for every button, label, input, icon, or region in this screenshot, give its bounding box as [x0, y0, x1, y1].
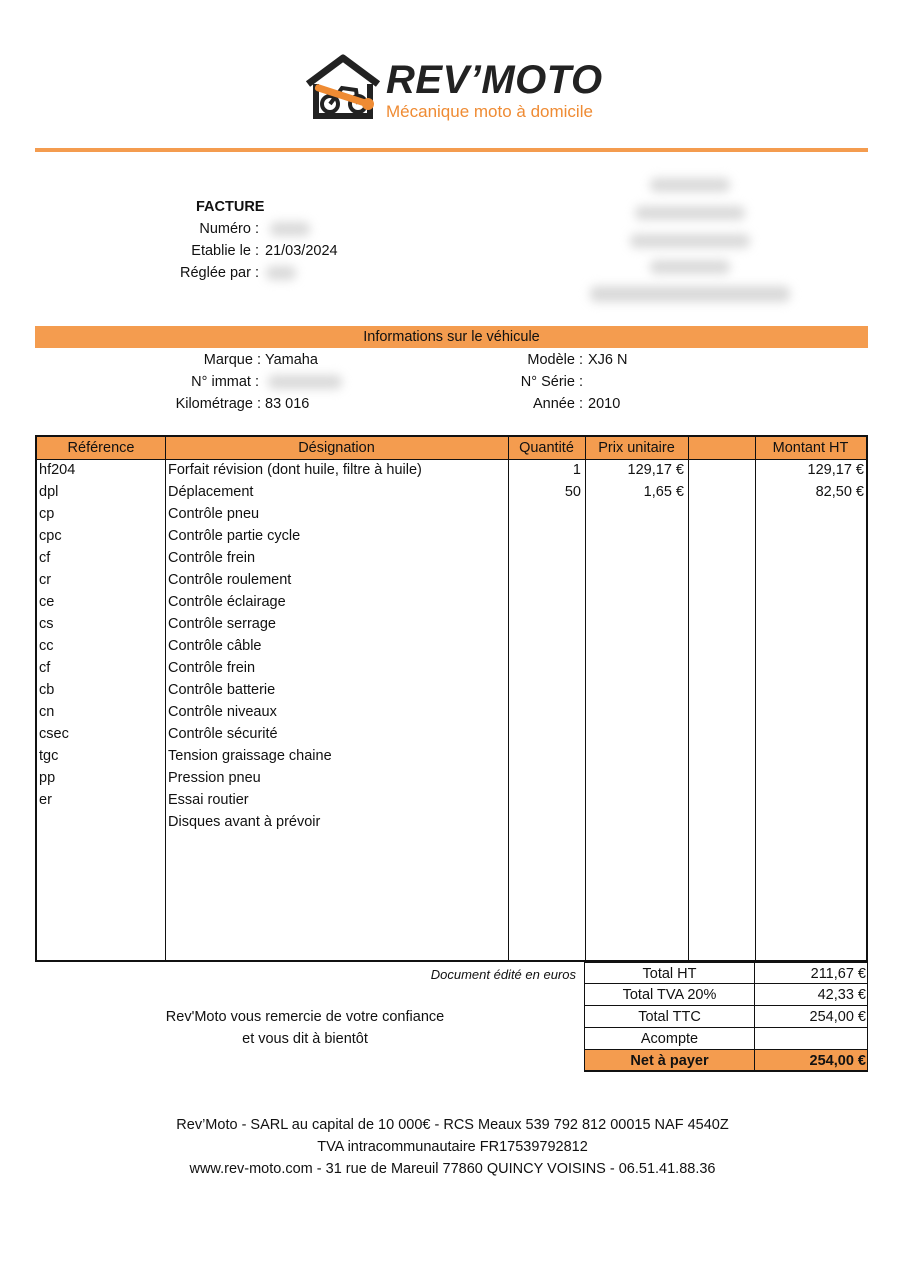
thank-you-line-2: et vous dit à bientôt: [242, 1031, 368, 1047]
vehicle-serial-label: N° Série :: [520, 374, 583, 390]
table-row: [37, 723, 866, 745]
total-ht-value: 211,67 €: [810, 966, 866, 982]
cell-designation: Contrôle partie cycle: [168, 528, 301, 544]
cell-designation: Contrôle niveaux: [168, 704, 277, 720]
total-tva-label: Total TVA 20%: [585, 984, 755, 1006]
garage-motorcycle-wrench-icon: [304, 54, 382, 120]
invoice-paid-by-redacted: [266, 266, 296, 280]
header-extra: [688, 437, 755, 459]
table-row: [37, 701, 866, 723]
deposit-label: Acompte: [585, 1028, 755, 1050]
vehicle-mileage-value: 83 016: [265, 396, 310, 412]
header-designation: Désignation: [298, 440, 375, 456]
cell-designation: Déplacement: [168, 484, 254, 500]
cell-designation: Contrôle serrage: [168, 616, 276, 632]
cell-reference: hf204: [39, 462, 76, 478]
cell-reference: ce: [39, 594, 55, 610]
table-row: [37, 525, 866, 547]
cell-designation: Tension graissage chaine: [168, 748, 332, 764]
cell-designation: Contrôle éclairage: [168, 594, 286, 610]
thank-you-line-1: Rev'Moto vous remercie de votre confiance: [165, 1009, 445, 1025]
cell-reference: cn: [39, 704, 55, 720]
cell-designation: Disques avant à prévoir: [168, 814, 321, 830]
deposit-row: [584, 1028, 868, 1050]
vehicle-model-value: XJ6 N: [588, 352, 628, 368]
header-amount: Montant HT: [772, 440, 849, 456]
vehicle-year-value: 2010: [588, 396, 621, 412]
invoice-items-table: [35, 435, 868, 962]
total-tva-row: [584, 984, 868, 1006]
cell-amount: 129,17 €: [807, 462, 864, 478]
table-row: [37, 767, 866, 789]
invoice-number-label: Numéro :: [199, 221, 259, 237]
table-header-row: [37, 437, 866, 460]
table-row: [37, 547, 866, 569]
customer-name-redacted: [650, 178, 730, 192]
cell-designation: Contrôle batterie: [168, 682, 276, 698]
vehicle-plate-label: N° immat :: [191, 374, 259, 390]
customer-email-redacted: [590, 286, 790, 302]
brand-tagline: Mécanique moto à domicile: [386, 102, 593, 121]
cell-designation: Pression pneu: [168, 770, 261, 786]
cell-reference: pp: [39, 770, 56, 786]
cell-designation: Contrôle pneu: [168, 506, 260, 522]
cell-quantity: 1: [572, 462, 581, 478]
cell-reference: cpc: [39, 528, 62, 544]
currency-note: Document édité en euros: [430, 967, 576, 982]
vehicle-mileage-label: Kilométrage :: [175, 396, 261, 412]
invoice-date-label: Etablie le :: [191, 243, 259, 259]
cell-reference: cs: [39, 616, 54, 632]
table-row: [37, 481, 866, 503]
cell-reference: cp: [39, 506, 55, 522]
footer-company-info: Rev’Moto - SARL au capital de 10 000€ - RCS Meaux 539 792 812 00015 NAF 4540Z: [176, 1117, 729, 1133]
thank-you-message: [100, 1006, 510, 1050]
table-row: [37, 745, 866, 767]
cell-designation: Contrôle sécurité: [168, 726, 278, 742]
cell-reference: cc: [39, 638, 54, 654]
total-ttc-row: [584, 1006, 868, 1028]
table-row: [37, 635, 866, 657]
cell-designation: Contrôle frein: [168, 660, 256, 676]
cell-amount: 82,50 €: [815, 484, 864, 500]
net-to-pay-row: [584, 1050, 868, 1072]
footer-vat-number: TVA intracommunautaire FR17539792812: [317, 1139, 588, 1155]
total-ttc-value: 254,00 €: [809, 1009, 866, 1025]
invoice-title: FACTURE: [196, 199, 265, 215]
net-to-pay-value: 254,00 €: [809, 1053, 866, 1069]
header-reference: Référence: [67, 440, 135, 456]
footer-contact: www.rev-moto.com - 31 rue de Mareuil 77860 QUINCY VOISINS - 06.51.41.88.36: [189, 1161, 716, 1177]
cell-quantity: 50: [564, 484, 581, 500]
cell-designation: Contrôle câble: [168, 638, 262, 654]
total-ttc-label: Total TTC: [585, 1006, 755, 1028]
vehicle-model-label: Modèle :: [527, 352, 583, 368]
invoice-date-value: 21/03/2024: [265, 243, 338, 259]
cell-designation: Essai routier: [168, 792, 249, 808]
table-row: [37, 591, 866, 613]
cell-reference: er: [39, 792, 52, 808]
cell-reference: csec: [39, 726, 69, 742]
invoice-number-redacted: [270, 222, 310, 236]
cell-reference: cr: [39, 572, 52, 588]
vehicle-brand-value: Yamaha: [265, 352, 318, 368]
cell-designation: Forfait révision (dont huile, filtre à huile): [168, 462, 422, 478]
customer-address-redacted: [635, 206, 745, 220]
brand-name: REV’MOTO: [386, 58, 603, 102]
table-row: [37, 569, 866, 591]
table-row: [37, 459, 866, 481]
cell-reference: cf: [39, 550, 51, 566]
header-divider: [35, 148, 868, 152]
total-ht-row: [584, 962, 868, 984]
cell-unit-price: 1,65 €: [643, 484, 684, 500]
header-unit-price: Prix unitaire: [598, 440, 675, 456]
cell-reference: dpl: [39, 484, 59, 500]
net-to-pay-label: Net à payer: [585, 1050, 755, 1072]
vehicle-section-header: Informations sur le véhicule: [35, 326, 868, 348]
cell-reference: tgc: [39, 748, 59, 764]
totals-block: [584, 962, 868, 1072]
total-ht-label: Total HT: [585, 963, 755, 985]
vehicle-year-label: Année :: [533, 396, 583, 412]
customer-city-redacted: [630, 234, 750, 248]
cell-designation: Contrôle frein: [168, 550, 256, 566]
table-row: [37, 657, 866, 679]
table-row: [37, 811, 866, 833]
table-row: [37, 613, 866, 635]
vehicle-plate-redacted: [268, 375, 342, 389]
total-tva-value: 42,33 €: [817, 987, 866, 1003]
header-quantity: Quantité: [519, 440, 574, 456]
cell-unit-price: 129,17 €: [627, 462, 684, 478]
vehicle-brand-label: Marque :: [203, 352, 261, 368]
cell-reference: cf: [39, 660, 51, 676]
table-row: [37, 789, 866, 811]
cell-designation: Contrôle roulement: [168, 572, 292, 588]
customer-phone-redacted: [650, 260, 730, 274]
cell-reference: cb: [39, 682, 55, 698]
invoice-paid-by-label: Réglée par :: [180, 265, 259, 281]
table-row: [37, 503, 866, 525]
table-row: [37, 679, 866, 701]
